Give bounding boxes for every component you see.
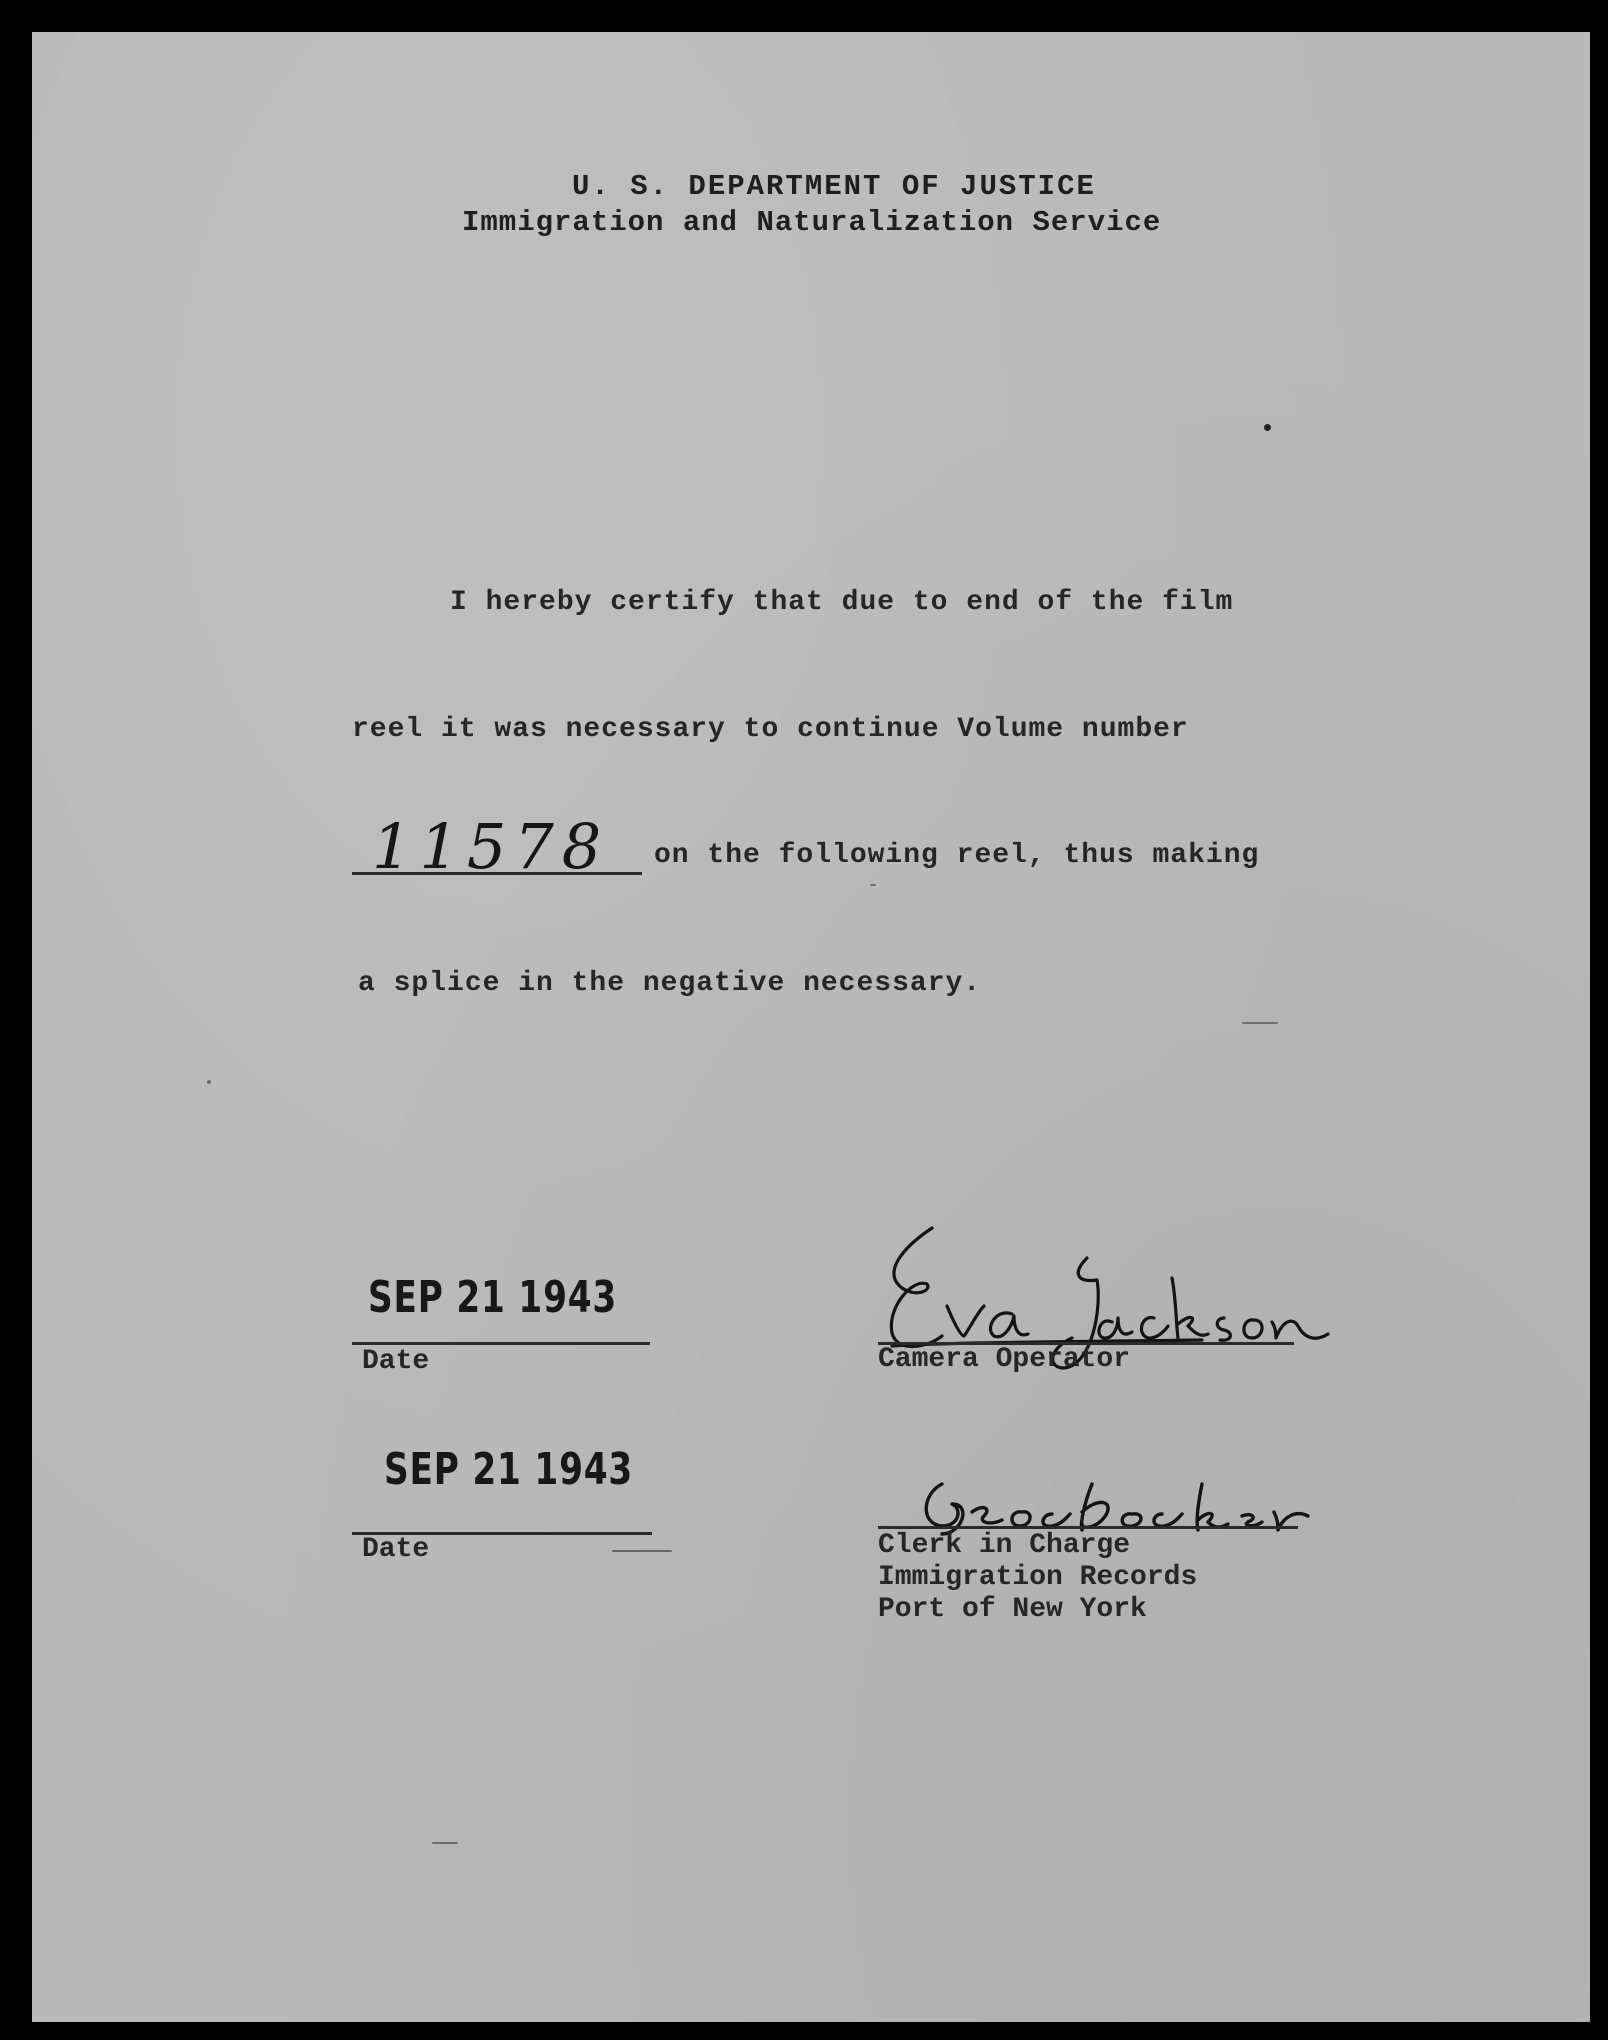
camera-operator-label: Camera Operator xyxy=(878,1344,1131,1375)
date-line-1 xyxy=(352,1342,650,1345)
date-stamp-2: SEP 21 1943 xyxy=(384,1444,634,1495)
scan-speck xyxy=(870,884,876,886)
date-stamp-1: SEP 21 1943 xyxy=(368,1272,618,1323)
department-heading: U. S. DEPARTMENT OF JUSTICE xyxy=(572,170,1096,203)
certificate-line-4: a splice in the negative necessary. xyxy=(358,968,982,999)
clerk-label: Clerk in Charge Immigration Records Port of New York xyxy=(878,1530,1198,1625)
certificate-line-1: I hereby certify that due to end of the film xyxy=(450,587,1234,618)
scan-speck xyxy=(612,1550,672,1552)
paper-sheet xyxy=(32,32,1590,2022)
scan-speck xyxy=(1242,1022,1278,1024)
scan-speck xyxy=(432,1842,458,1844)
certificate-line-2: reel it was necessary to continue Volume number xyxy=(352,714,1189,745)
certificate-line-3: on the following reel, thus making xyxy=(654,840,1260,871)
volume-number-handwritten: 11578 xyxy=(372,810,610,883)
scan-speck xyxy=(1264,424,1271,431)
date-label-2: Date xyxy=(362,1534,430,1565)
date-label-1: Date xyxy=(362,1346,430,1377)
scan-speck xyxy=(207,1080,211,1084)
service-heading: Immigration and Naturalization Service xyxy=(462,206,1162,239)
clerk-signature-line xyxy=(878,1526,1298,1529)
